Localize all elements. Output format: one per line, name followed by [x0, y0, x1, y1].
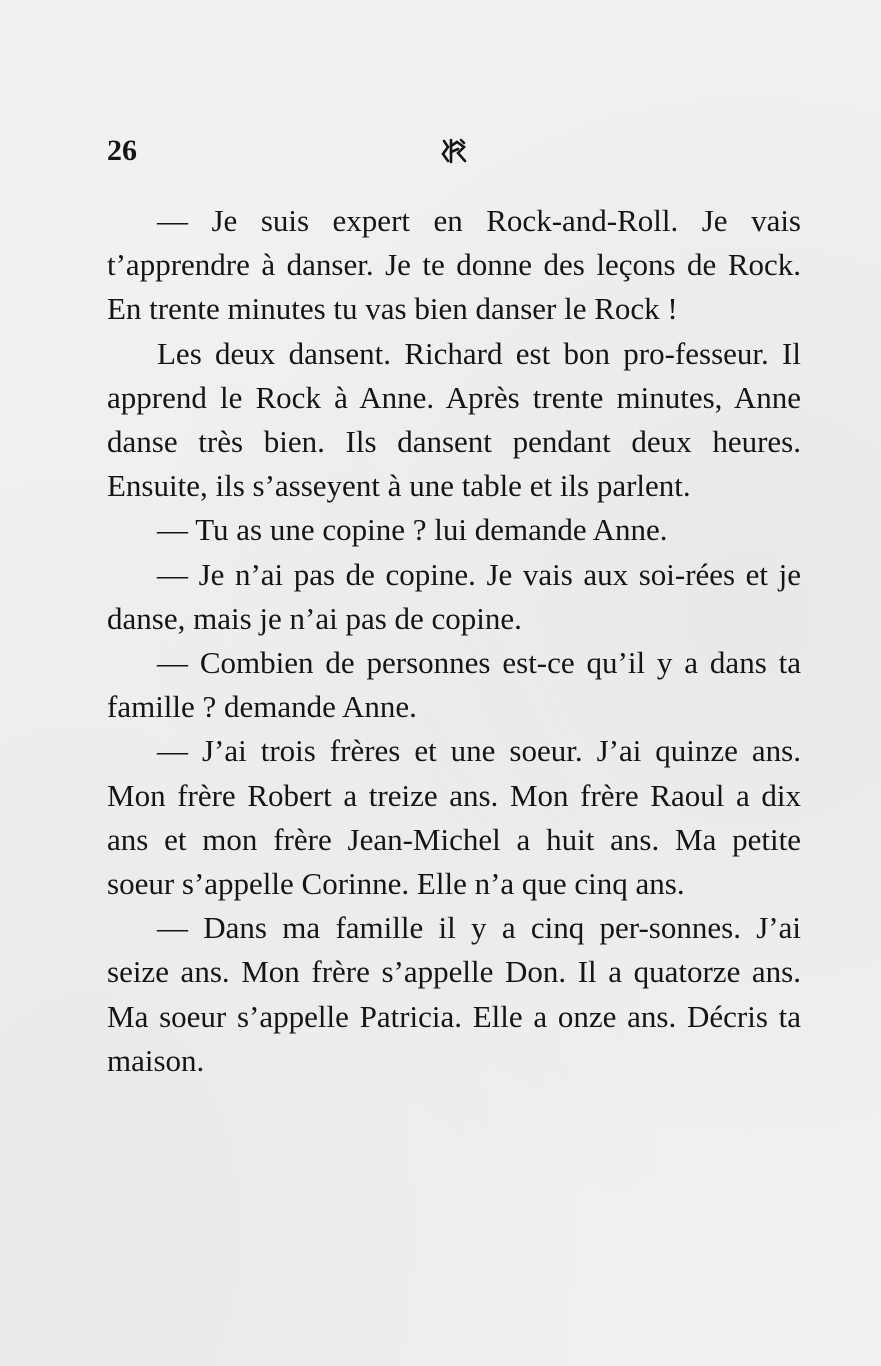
- decorative-glyph-icon: [439, 137, 469, 165]
- paragraph: — Combien de personnes est-ce qu’il y a dans ta famille ? demande Anne.: [107, 645, 801, 725]
- paragraph: — Tu as une copine ? lui demande Anne.: [157, 512, 668, 548]
- paragraph: — Je n’ai pas de copine. Je vais aux soi-rées et je danse, mais je n’ai pas de copine.: [107, 556, 801, 636]
- paragraph: — Je suis expert en Rock-and-Roll. Je vais t’apprendre à danser. Je te donne des leçons de Rock. En trente minutes tu vas bien danser le Rock !: [107, 203, 801, 327]
- paragraph: Les deux dansent. Richard est bon pro-fesseur. Il apprend le Rock à Anne. Après trente minutes, Anne danse très bien. Ils dansent pendant deux heures. Ensuite, ils s’asseyent à une table et ils parlent.: [107, 335, 801, 504]
- page-header: [107, 133, 801, 173]
- paragraph: — Dans ma famille il y a cinq per-sonnes. J’ai seize ans. Mon frère s’appelle Don. Il a quatorze ans. Ma soeur s’appelle Patricia. Elle a onze ans. Décris ta maison.: [107, 910, 801, 1078]
- body-text: [107, 199, 801, 1083]
- paragraph: — J’ai trois frères et une soeur. J’ai quinze ans. Mon frère Robert a treize ans. Mon frère Raoul a dix ans et mon frère Jean-Michel a huit ans. Ma petite soeur s’appelle Corinne. Elle n’a que cinq ans.: [107, 733, 801, 902]
- page-number: 26: [107, 134, 137, 167]
